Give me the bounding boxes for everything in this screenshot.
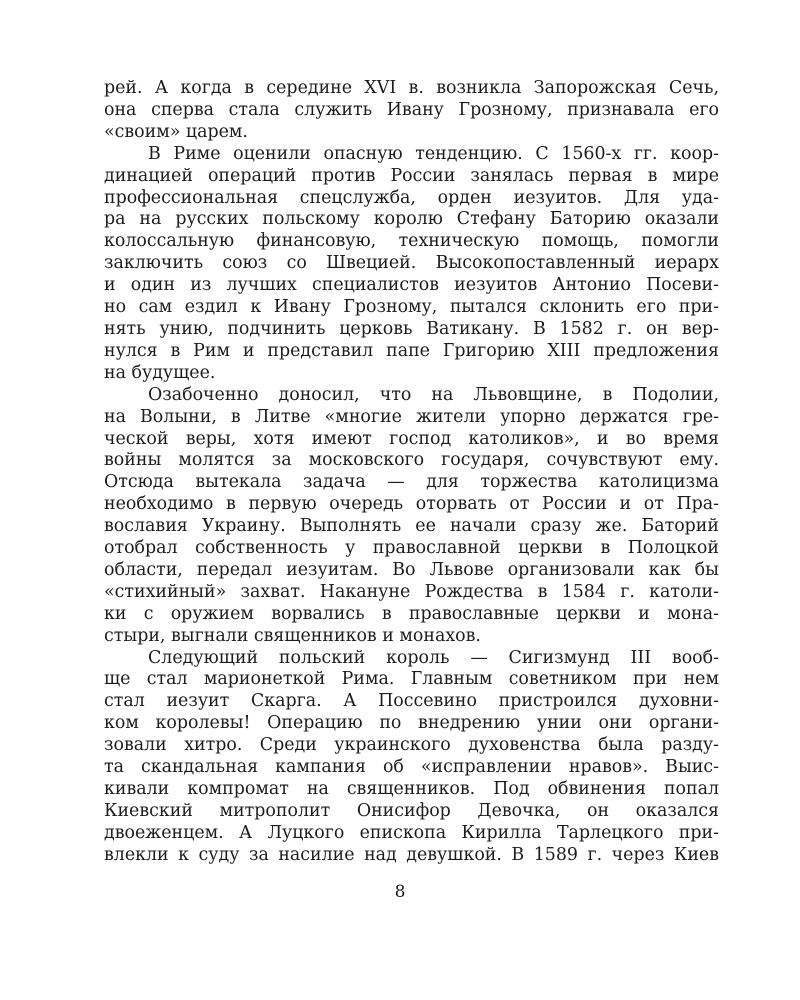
text-line: динацией операций против России занялась первая в мире	[104, 165, 719, 186]
text-line: Киевский митрополит Онисифор Девочка, он оказался	[104, 800, 719, 821]
text-line: В Риме оценили опасную тенденцию. С 1560-х гг. коор-	[148, 143, 719, 164]
text-line: нулся в Рим и представил папе Григорию XIII предложения	[104, 340, 719, 361]
text-line: заключить союз со Швецией. Высокопоставленный иерарх	[104, 253, 719, 274]
text-line: ческой веры, хотя имеют господ католиков», и во время	[104, 428, 719, 449]
text-line: ра на русских польскому королю Стефану Баторию оказали	[104, 209, 719, 230]
text-line: стал иезуит Скарга. А Поссевино пристроился духовни-	[104, 691, 719, 712]
text-line: на Волыни, в Литве «многие жители упорно держатся гре-	[104, 406, 719, 427]
text-line: необходимо в первую очередь оторвать от России и от Пра-	[104, 494, 719, 515]
text-line: «своим» царем.	[104, 121, 248, 142]
page-text	[104, 78, 719, 867]
text-line: она сперва стала служить Ивану Грозному, признавала его	[104, 99, 719, 120]
page-number: 8	[394, 882, 406, 902]
text-line: ще стал марионеткой Рима. Главным советником при нем	[104, 669, 719, 690]
text-line: ки с оружием ворвались в православные церкви и мона-	[104, 603, 719, 624]
text-line: двоеженцем. А Луцкого епископа Кирилла Тарлецкого при-	[104, 822, 719, 843]
text-line: вославия Украину. Выполнять ее начали сразу же. Баторий	[104, 516, 719, 537]
paragraph	[104, 78, 719, 144]
text-line: и один из лучших специалистов иезуитов Антонио Посеви-	[104, 275, 719, 296]
text-line: но сам ездил к Ивану Грозному, пытался склонить его при-	[104, 297, 719, 318]
text-line: области, передал иезуитам. Во Львове организовали как бы	[104, 559, 719, 580]
text-line: Отсюда вытекала задача — для торжества католицизма	[104, 472, 719, 493]
text-line: колоссальную финансовую, техническую помощь, помогли	[104, 231, 719, 252]
text-line: стыри, выгнали священников и монахов.	[104, 625, 481, 646]
text-line: войны молятся за московского государя, сочувствуют ему.	[104, 450, 719, 471]
text-line: на будущее.	[104, 362, 216, 383]
text-line: влекли к суду за насилие над девушкой. В 1589 г. через Киев	[104, 844, 719, 865]
text-line: рей. А когда в середине XVI в. возникла Запорожская Сечь,	[104, 78, 719, 98]
paragraph	[104, 144, 719, 385]
text-line: профессиональная спецслужба, орден иезуитов. Для уда-	[104, 187, 719, 208]
text-line: ком королевы! Операцию по внедрению унии они органи-	[104, 713, 719, 734]
text-line: нять унию, подчинить церковь Ватикану. В 1582 г. он вер-	[104, 318, 719, 339]
text-line: Озабоченно доносил, что на Львовщине, в Подолии,	[148, 384, 719, 405]
paragraph	[104, 648, 719, 867]
text-line: отобрал собственность у православной церкви в Полоцкой	[104, 538, 719, 559]
text-line: кивали компромат на священников. Под обвинения попал	[104, 779, 719, 799]
text-line: «стихийный» захват. Накануне Рождества в 1584 г. католи-	[104, 581, 719, 602]
text-line: та скандальная кампания об «исправлении нравов». Выис-	[104, 757, 719, 778]
text-line: зовали хитро. Среди украинского духовенства была разду-	[104, 735, 719, 756]
paragraph	[104, 385, 719, 648]
text-line: Следующий польский король — Сигизмунд III вооб-	[148, 647, 719, 668]
